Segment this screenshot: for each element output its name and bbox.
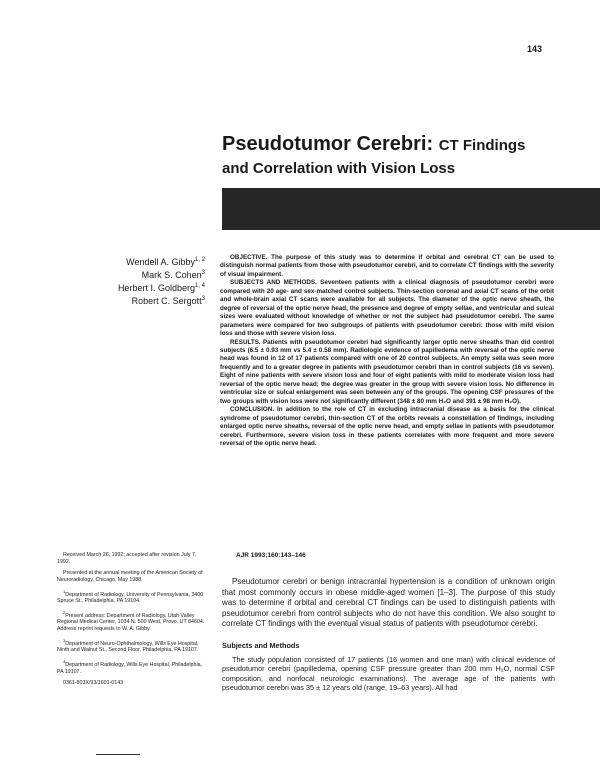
footnote-affiliation-2: $^2$Present address: Department of Radiology, Utah Valley Regional Medical Center, 1034 N. 500 West, Provo, UT 84604. Address reprint requests to W. A. Gibby. (57, 609, 205, 633)
title-subtitle-part-1: CT Findings (438, 137, 526, 154)
footnote-affiliation-3: $^3$Department of Neuro-Ophthalmology, Wills Eye Hospital, Ninth and Walnut St., Second Floor, Philadelphia, PA 19107. (57, 637, 199, 654)
title-main: Pseudotumor Cerebri: (222, 133, 434, 155)
footnote-presented: Presented at the annual meeting of the American Society of Neuroradiology, Chicago, May 1988. (57, 570, 203, 584)
abstract-objective: OBJECTIVE. The purpose of this study was to determine if orbital and cerebral CT can be used to distinguish normal patients from those with pseudotumor cerebri, and to correlate CT findings with the severity of visual impairment. (220, 254, 554, 278)
abstract (220, 254, 554, 448)
title-line-1 (222, 132, 582, 158)
article-title (222, 132, 582, 180)
author: Wendell A. Gibby$^{1, 2}$ (126, 257, 205, 267)
footnote-received: Received March 26, 1992; accepted after revision July 7, 1992. (57, 552, 197, 565)
author-list (80, 255, 205, 307)
author: Herbert I. Goldberg$^{1, 4}$ (117, 283, 205, 293)
footnote-issn: 0361-803X/93/1601-0143 (63, 680, 124, 687)
footnote-affiliation-1: $^1$Department of Radiology, University of Pennsylvania, 3400 Spruce St., Philadelphia, PA 19104. (57, 588, 204, 605)
author: Robert C. Sergott$^3$ (131, 296, 205, 306)
footnote-divider (96, 754, 140, 755)
journal-citation: AJR 1993;160:143–146 (236, 552, 306, 559)
section-heading: Subjects and Methods (222, 640, 300, 650)
methods-paragraph: The study population consisted of 17 patients (16 women and one man) with clinical evidence of pseudotumor cerebri (papilledema, opening CSF pressure greater than 200 mm H₂O, normal CSF composition, and nonfocal neurologic examinations). The average age of the patients with pseudotumor cerebri was 35 ± 12 years old (range, 19–63 years). All had (222, 655, 555, 692)
author: Mark S. Cohen$^3$ (141, 270, 205, 280)
abstract-results: RESULTS. Patients with pseudotumor cerebri had significantly larger optic nerve sheaths than did control subjects (6.5 ± 0.93 mm vs 5.4 ± 0.58 mm). Radiologic evidence of papilledema with reversal of the optic nerve head was found in 12 of 17 patients compared with one of 20 control subjects. An empty sella was seen more frequently and to a greater degree in patients with pseudotumor cerebri than in control subjects (16 vs seven). Eight of nine patients with severe vision loss and four of eight patients with mild to moderate vision loss had reversal of the optic nerve head; the degree was greater in the group with severe vision loss. No difference in ventricular size or sulcal enlargement was seen between any of the groups. The opening CSF pressures of the two groups with vision loss were not significantly different (348 ± 80 mm H₂O and 391 ± 98 mm H₂O). (220, 338, 554, 405)
footnotes (57, 552, 207, 692)
intro-paragraph: Pseudotumor cerebri or benign intracranial hypertension is a condition of unknown origin that most commonly occurs in obese middle-aged women [1–3]. The purpose of this study was to determine if orbital and cerebral CT findings can be used to distinguish patients with pseudotumor cerebri from control subjects who do not have this condition. We also sought to correlate CT findings with the eventual visual status of patients with pseudotumor cerebri. (222, 577, 555, 629)
footnote-affiliation-4: $^4$Department of Radiology, Wills Eye Hospital, Philadelphia, PA 19107. (57, 659, 203, 675)
header-band (222, 188, 600, 230)
title-subtitle-part-2: and Correlation with Vision Loss (222, 160, 456, 177)
page-number: 143 (526, 44, 542, 54)
abstract-subjects-methods: SUBJECTS AND METHODS. Seventeen patients with a clinical diagnosis of pseudotumor cerebri were compared with 20 age- and sex-matched control subjects. Thin-section coronal and axial CT scans of the orbit and whole-brain axial CT scans were available for all subjects. The diameter of the optic nerve sheath, the degree of reversal of the optic nerve head, the presence and degree of empty sellae, and ventricular and sulcal sizes were evaluated without knowledge of whether or not the subject had pseudotumor cerebri. The same parameters were compared for two subgroups of patients with pseudotumor cerebri: those with mild vision loss and those with severe vision loss. (220, 279, 554, 338)
body-text (222, 577, 555, 692)
abstract-conclusion: CONCLUSION. In addition to the role of CT in excluding intracranial disease as a basis for the clinical syndrome of pseudotumor cerebri, thin-section CT of the orbits reveals a constellation of findings, including enlarged optic nerve sheaths, reversal of the optic nerve head, and empty sellae in patients with pseudotumor cerebri. Furthermore, severe vision loss in these patients correlates with more frequent and more severe reversal of the optic nerve head. (220, 406, 554, 447)
